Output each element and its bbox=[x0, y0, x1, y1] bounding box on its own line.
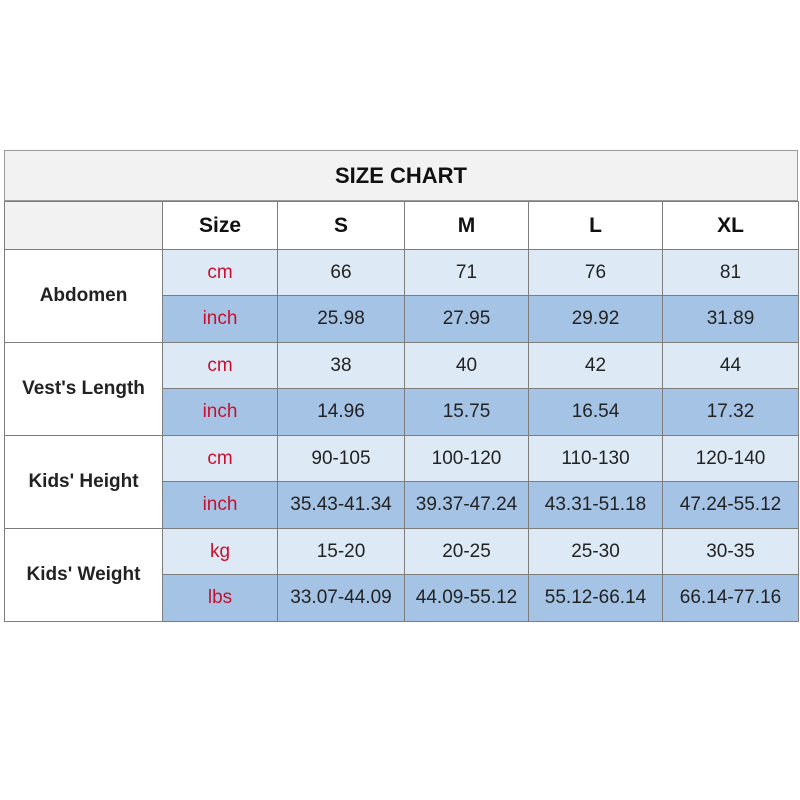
value-cell: 81 bbox=[663, 250, 799, 296]
value-cell: 44.09-55.12 bbox=[405, 575, 529, 622]
row-group-label-vest-length: Vest's Length bbox=[5, 343, 163, 436]
value-cell: 40 bbox=[405, 343, 529, 389]
header-size-label: Size bbox=[163, 202, 278, 250]
chart-title: SIZE CHART bbox=[4, 150, 798, 201]
unit-cell: kg bbox=[163, 529, 278, 575]
value-cell: 25-30 bbox=[529, 529, 663, 575]
value-cell: 100-120 bbox=[405, 436, 529, 482]
value-cell: 30-35 bbox=[663, 529, 799, 575]
unit-cell: cm bbox=[163, 436, 278, 482]
unit-cell: inch bbox=[163, 389, 278, 436]
value-cell: 90-105 bbox=[278, 436, 405, 482]
value-cell: 39.37-47.24 bbox=[405, 482, 529, 529]
value-cell: 38 bbox=[278, 343, 405, 389]
header-size-s: S bbox=[278, 202, 405, 250]
unit-cell: inch bbox=[163, 296, 278, 343]
row-group-label-kids-height: Kids' Height bbox=[5, 436, 163, 529]
value-cell: 31.89 bbox=[663, 296, 799, 343]
value-cell: 17.32 bbox=[663, 389, 799, 436]
header-size-m: M bbox=[405, 202, 529, 250]
value-cell: 71 bbox=[405, 250, 529, 296]
unit-cell: cm bbox=[163, 250, 278, 296]
value-cell: 42 bbox=[529, 343, 663, 389]
value-cell: 14.96 bbox=[278, 389, 405, 436]
table-row bbox=[5, 250, 799, 296]
value-cell: 55.12-66.14 bbox=[529, 575, 663, 622]
value-cell: 15.75 bbox=[405, 389, 529, 436]
size-table bbox=[4, 201, 799, 622]
value-cell: 29.92 bbox=[529, 296, 663, 343]
table-header-row bbox=[5, 202, 799, 250]
value-cell: 43.31-51.18 bbox=[529, 482, 663, 529]
value-cell: 35.43-41.34 bbox=[278, 482, 405, 529]
value-cell: 76 bbox=[529, 250, 663, 296]
header-size-xl: XL bbox=[663, 202, 799, 250]
value-cell: 66.14-77.16 bbox=[663, 575, 799, 622]
size-chart bbox=[4, 150, 798, 622]
value-cell: 25.98 bbox=[278, 296, 405, 343]
value-cell: 120-140 bbox=[663, 436, 799, 482]
header-corner-cell bbox=[5, 202, 163, 250]
unit-cell: cm bbox=[163, 343, 278, 389]
table-row bbox=[5, 529, 799, 575]
row-group-label-kids-weight: Kids' Weight bbox=[5, 529, 163, 622]
value-cell: 66 bbox=[278, 250, 405, 296]
header-size-l: L bbox=[529, 202, 663, 250]
table-row bbox=[5, 343, 799, 389]
value-cell: 15-20 bbox=[278, 529, 405, 575]
value-cell: 110-130 bbox=[529, 436, 663, 482]
row-group-label-abdomen: Abdomen bbox=[5, 250, 163, 343]
value-cell: 33.07-44.09 bbox=[278, 575, 405, 622]
value-cell: 44 bbox=[663, 343, 799, 389]
value-cell: 16.54 bbox=[529, 389, 663, 436]
unit-cell: inch bbox=[163, 482, 278, 529]
value-cell: 47.24-55.12 bbox=[663, 482, 799, 529]
table-row bbox=[5, 436, 799, 482]
unit-cell: lbs bbox=[163, 575, 278, 622]
value-cell: 27.95 bbox=[405, 296, 529, 343]
value-cell: 20-25 bbox=[405, 529, 529, 575]
